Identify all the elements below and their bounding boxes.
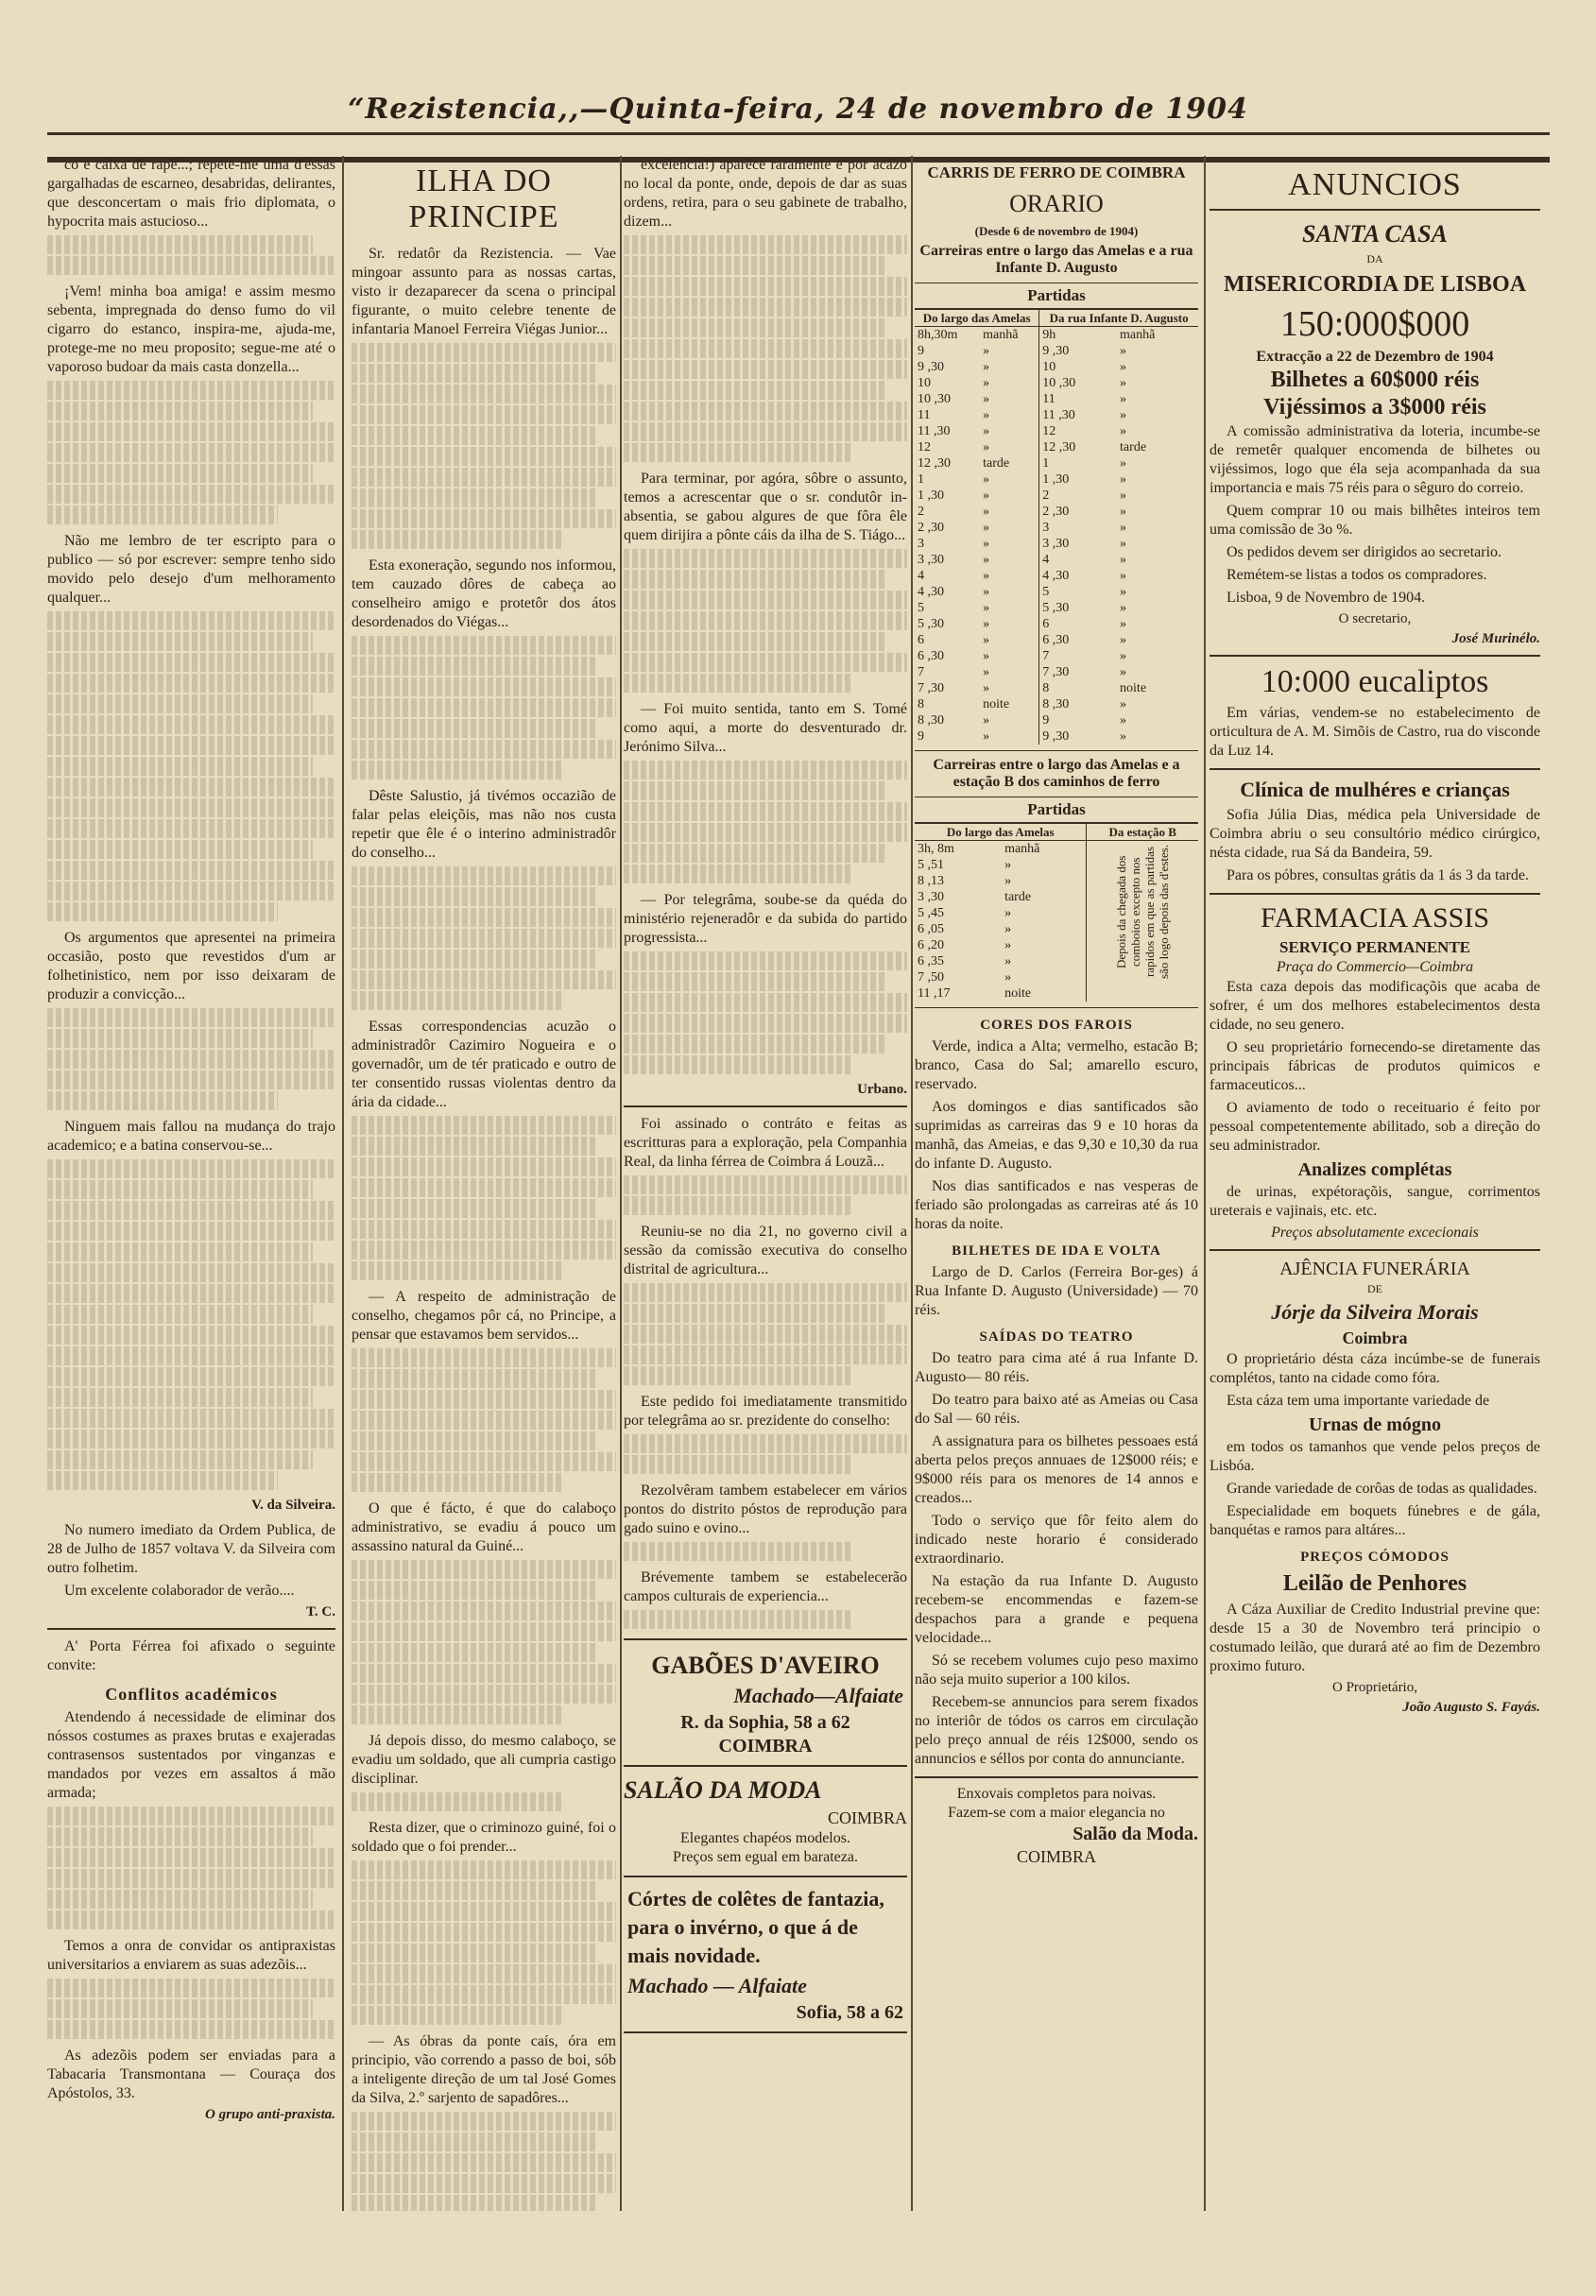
paragraph: ¡Vem! minha boa amiga! e assim mesmo sebenta, impregnada do denso fumo do vil cigarro do estanco, inspira-me, ajuda-me, protege-me no meu proposito; segue-me até o vaporoso budoar da mais casta donzella... bbox=[47, 283, 335, 375]
timetable-row bbox=[915, 327, 1198, 344]
paragraph: As adezõis podem ser enviadas para a Tabacaria Transmontana — Couraça dos Apóstolos, 33. bbox=[47, 2048, 335, 2101]
timetable-cell: » bbox=[1004, 922, 1012, 936]
timetable-cell: » bbox=[983, 713, 990, 728]
paragraph: Rezolvêram tambem estabelecer em vários pontos do distrito póstos de reprodução para gado suino e ovino... bbox=[624, 1482, 907, 1536]
timetable-cell: noite bbox=[983, 697, 1010, 711]
paragraph: Um excelente colaborador de verão.... bbox=[64, 1583, 295, 1599]
timetable-row bbox=[915, 439, 1198, 455]
paragraph: O que é fácto, é que do calaboço administrativo, se evadiu á pouco um assassino natural da Guiné... bbox=[352, 1500, 616, 1554]
timetable-cell: » bbox=[1120, 569, 1127, 583]
timetable-cell: 9 bbox=[1039, 712, 1117, 728]
timetable-cell: » bbox=[1120, 456, 1127, 471]
paragraph: A' Porta Férrea foi afixado o seguinte convite: bbox=[47, 1638, 335, 1673]
paragraph: — Por telegrâma, soube-se da quéda do ministério rejeneradôr e da subida do partido progressista... bbox=[624, 892, 907, 946]
timetable-cell: 11 ,17 bbox=[918, 986, 951, 1001]
timetable-cell: 11 ,30 bbox=[1039, 407, 1117, 423]
timetable-cell: tarde bbox=[1120, 440, 1147, 454]
paragraph: No numero imediato da Ordem Publica, de 28 de Julho de 1857 voltava V. da Silveira com outro folhetim. bbox=[47, 1522, 335, 1576]
timetable-cell: » bbox=[1120, 665, 1127, 679]
timetable-cell: » bbox=[983, 408, 990, 422]
route-title: Carreiras entre o largo das Amelas e a rua Infante D. Augusto bbox=[919, 243, 1193, 276]
timetable-cell: 1 ,30 bbox=[918, 488, 944, 503]
timetable-cell: 7 ,30 bbox=[1039, 664, 1117, 680]
ad-title: GABÕES D'AVEIRO bbox=[651, 1652, 880, 1679]
column-divider bbox=[620, 156, 622, 2211]
route-title: Carreiras entre o largo das Amelas e a estação B dos caminhos de ferro bbox=[933, 757, 1180, 790]
timetable-cell: » bbox=[1120, 601, 1127, 615]
timetable-cell: 9 ,30 bbox=[918, 360, 944, 374]
ad-line: Praça do Commercio—Coimbra bbox=[1276, 959, 1474, 975]
paragraph: Atendendo á necessidade de eliminar dos nóssos costumes as praxes brutas e exajeradas contrasensos sustentados por vinganzas e mandados por vezes em assaltos á mão armada; bbox=[47, 1709, 335, 1801]
signature: Urbano. bbox=[857, 1082, 907, 1097]
timetable-cell: 2 ,30 bbox=[918, 521, 944, 535]
timetable-row bbox=[915, 455, 1198, 471]
timetable-cell: » bbox=[983, 521, 990, 535]
paragraph: O proprietário désta cáza incúmbe-se de funerais complétos, tanto na cidade como fóra. bbox=[1210, 1351, 1540, 1386]
timetable-row bbox=[915, 680, 1198, 696]
timetable-cell: 12 bbox=[918, 440, 931, 454]
ad-line: Analizes complétas bbox=[1297, 1159, 1452, 1180]
paragraph: Lisboa, 9 de Novembro de 1904. bbox=[1227, 590, 1426, 606]
timetable-cell: » bbox=[983, 472, 990, 487]
timetable-cell: » bbox=[1120, 392, 1127, 406]
signature: O grupo anti-praxista. bbox=[205, 2107, 335, 2122]
header-rule bbox=[47, 132, 1550, 135]
timetable-body bbox=[915, 327, 1198, 745]
timetable-cell: » bbox=[983, 729, 990, 744]
timetable-cell: » bbox=[1004, 970, 1012, 985]
timetable-date: (Desde 6 de novembro de 1904) bbox=[974, 224, 1139, 238]
ad-line: Elegantes chapéos modelos. bbox=[680, 1830, 850, 1846]
paragraph: Esta caza depois das modificaçõis que acaba de sofrer, é um dos melhores estabelecimentos desta cidade, no seu genero. bbox=[1210, 979, 1540, 1033]
timetable-row bbox=[915, 584, 1198, 600]
timetable-cell: » bbox=[1120, 729, 1127, 744]
signature: V. da Silveira. bbox=[251, 1498, 335, 1513]
ad-line: Preços sem egual em barateza. bbox=[673, 1849, 858, 1865]
masthead: “Rezistencia,,—Quinta-feira, 24 de novembro de 1904 bbox=[348, 93, 1248, 126]
timetable-cell: noite bbox=[1004, 986, 1032, 1001]
timetable-cell: 3 ,30 bbox=[1039, 536, 1117, 552]
ad-city: COIMBRA bbox=[1016, 1847, 1096, 1866]
ad-text: Córtes de colêtes de fantazia, para o invérno, o que á de mais novidade. bbox=[627, 1887, 884, 1967]
timetable-cell: » bbox=[1120, 649, 1127, 663]
column-1 bbox=[47, 156, 335, 2211]
ad-address: R. da Sophia, 58 a 62 bbox=[680, 1712, 850, 1733]
timetable-cell: 2 bbox=[918, 505, 924, 519]
paragraph: Em várias, vendem-se no estabelecimento de orticultura de A. M. Simõis de Castro, rua do visconde da Luz 14. bbox=[1210, 705, 1540, 759]
timetable-cell: 7 bbox=[918, 665, 924, 679]
paragraph: Esta exoneração, segundo nos informou, tem cauzado dôres de cabeça ao conselheiro amigo e protetôr dos átos desordenados do Viégas... bbox=[352, 557, 616, 630]
timetable-cell: » bbox=[1120, 585, 1127, 599]
ad-name: Machado—Alfaiate bbox=[733, 1684, 903, 1707]
paragraph: Este pedido foi imediatamente transmitido por telegrâma ao sr. prezidente do conselho: bbox=[624, 1394, 907, 1429]
timetable-cell: » bbox=[983, 488, 990, 503]
paragraph: Não me lembro de ter escripto para o publico — só por escrever: sempre tenho sido movido pelo desejo d'um melhoramento qualquer... bbox=[47, 533, 335, 606]
timetable-cell: 12 bbox=[1039, 423, 1117, 439]
column-divider bbox=[1204, 156, 1206, 2211]
column-header: Da estação B bbox=[1087, 824, 1198, 841]
signature: João Augusto S. Fayás. bbox=[1402, 1700, 1540, 1715]
timetable-cell: » bbox=[1120, 521, 1127, 535]
ad-name: Machado — Alfaiate bbox=[627, 1974, 807, 1997]
timetable-cell: » bbox=[1120, 472, 1127, 487]
timetable-cell: » bbox=[1120, 617, 1127, 631]
timetable-row bbox=[915, 391, 1198, 407]
timetable-cell: » bbox=[983, 392, 990, 406]
ad-line: O secretario, bbox=[1338, 611, 1412, 626]
timetable-cell: » bbox=[983, 633, 990, 647]
timetable-cell: » bbox=[1120, 424, 1127, 438]
timetable-row bbox=[915, 568, 1198, 584]
ad-name: Salão da Moda. bbox=[1073, 1824, 1198, 1844]
signature: T. C. bbox=[306, 1604, 335, 1619]
column-5 bbox=[1210, 156, 1540, 2211]
timetable-cell: 3 bbox=[1039, 520, 1117, 536]
paragraph: Essas correspondencias acuzão o administradôr Cazimiro Nogueira e o governadôr, um de tér praticado e outro de ter consentido russas violentas dentro da ária da cidade... bbox=[352, 1019, 616, 1110]
timetable-cell: 6 bbox=[918, 633, 924, 647]
partidas-label: Partidas bbox=[915, 283, 1198, 309]
timetable-row bbox=[915, 423, 1198, 439]
paragraph: co e caixa de rapé...; repete-me uma d'essas gargalhadas de escarneo, desabridas, delirantes, que desconcertam o mais frio diplomata, o hypocrita mais astucioso... bbox=[47, 157, 335, 230]
timetable-row bbox=[915, 664, 1198, 680]
timetable-cell: » bbox=[1120, 553, 1127, 567]
timetable-cell: » bbox=[983, 601, 990, 615]
paragraph: Remétem-se listas a todos os compradores. bbox=[1227, 567, 1487, 583]
section-title: PREÇOS CÓMODOS bbox=[1300, 1550, 1450, 1565]
timetable-cell: 3h, 8m bbox=[918, 842, 954, 856]
timetable-cell: » bbox=[1120, 360, 1127, 374]
timetable-cell: » bbox=[1120, 344, 1127, 358]
timetable-cell: tarde bbox=[983, 456, 1010, 471]
timetable-cell: » bbox=[1120, 408, 1127, 422]
timetable-cell: 11 bbox=[1039, 391, 1117, 407]
column-header: Do largo das Amelas bbox=[915, 824, 1087, 841]
paragraph: Especialidade em boquets fúnebres e de gála, banquétas e ramos para altáres... bbox=[1210, 1503, 1540, 1538]
timetable-cell: 10 ,30 bbox=[918, 392, 951, 406]
ad-line: Preços absolutamente excecionais bbox=[1271, 1225, 1479, 1241]
timetable-cell: 4 bbox=[1039, 552, 1117, 568]
paragraph: Recebem-se annuncios para serem fixados no interiôr de tódos os carros em circulação pelo preço annual de réis 12$000, sendo os annuncios e séllos por conta do annunciante. bbox=[915, 1694, 1198, 1767]
ad-line: Bilhetes a 60$000 réis bbox=[1270, 368, 1480, 392]
ad-cortes bbox=[624, 1876, 907, 2033]
timetable-cell: » bbox=[983, 649, 990, 663]
section-title: CORES DOS FAROIS bbox=[980, 1018, 1133, 1033]
paragraph: Resta dizer, que o criminozo guiné, foi o soldado que o foi prender... bbox=[352, 1820, 616, 1855]
timetable-cell: » bbox=[983, 569, 990, 583]
paragraph: Reuniu-se no dia 21, no governo civil a sessão da comissão executiva do conselho distrital de agricultura... bbox=[624, 1224, 907, 1277]
paragraph: — Foi muito sentida, tanto em S. Tomé como aqui, a morte do desventurado dr. Jerónimo Silva... bbox=[624, 701, 907, 755]
timetable-cell: » bbox=[1120, 633, 1127, 647]
timetable-cell: 3 ,30 bbox=[918, 553, 944, 567]
timetable-cell: 8 ,30 bbox=[918, 713, 944, 728]
prize-value: 150:000$000 bbox=[1279, 304, 1470, 344]
timetable-cell: » bbox=[1120, 713, 1127, 728]
timetable-row bbox=[915, 648, 1198, 664]
ad-line: Urnas de mógno bbox=[1308, 1414, 1441, 1435]
timetable-cell: 8 bbox=[918, 697, 924, 711]
timetable-cell: 6 bbox=[1039, 616, 1117, 632]
paragraph: Para os póbres, consultas grátis da 1 ás 3 da tarde. bbox=[1227, 867, 1529, 883]
paragraph: em todos os tamanhos que vende pelos preços de Lisbóa. bbox=[1210, 1439, 1540, 1474]
paragraph: Os pedidos devem ser dirigidos ao secretario. bbox=[1227, 544, 1502, 560]
timetable-row bbox=[915, 536, 1198, 552]
paragraph: Sofia Júlia Dias, médica pela Universidade de Coimbra abriu o seu consultório médico cirúrgico, nésta cidade, rua Sá da Bandeira, 59. bbox=[1210, 807, 1540, 861]
timetable-cell: 7 ,50 bbox=[918, 970, 944, 985]
timetable-cell: 1 bbox=[1039, 455, 1117, 471]
ad-city: Coimbra bbox=[1342, 1328, 1408, 1347]
timetable-cell: 4 ,30 bbox=[918, 585, 944, 599]
timetable-cell: 6 ,30 bbox=[1039, 632, 1117, 648]
paragraph: A comissão administrativa da loteria, incumbe-se de remetêr qualquer encomenda de bilhetes ou vijéssimos, logo que éla seja acompanhada da sua importancia e mais 75 réis para o sêguro do correio. bbox=[1210, 423, 1540, 496]
timetable-cell: 2 bbox=[1039, 488, 1117, 504]
timetable-cell: 7 ,30 bbox=[918, 681, 944, 695]
paragraph: Só se recebem volumes cujo peso maximo não seja muito superior a 100 kilos. bbox=[915, 1653, 1198, 1688]
timetable-2 bbox=[915, 823, 1198, 1002]
paragraph: A assignatura para os bilhetes pessoaes está aberta pelos preços annuaes de 12$000 réis; e 9$000 réis para os menores de 14 annos e creados... bbox=[915, 1433, 1198, 1506]
timetable-cell: » bbox=[983, 617, 990, 631]
timetable-row bbox=[915, 696, 1198, 712]
timetable-cell: 11 ,30 bbox=[918, 424, 951, 438]
timetable-cell: » bbox=[983, 553, 990, 567]
timetable-cell: 9 ,30 bbox=[1039, 728, 1117, 745]
timetable-cell: » bbox=[983, 440, 990, 454]
ad-title: Clínica de mulhéres e crianças bbox=[1240, 778, 1510, 801]
timetable-cell: » bbox=[1120, 488, 1127, 503]
timetable-cell: » bbox=[983, 424, 990, 438]
timetable-cell: 6 ,35 bbox=[918, 954, 944, 968]
paragraph: Nos dias santificados e nas vesperas de feriado são prolongadas as carreiras até ás 10 horas da noite. bbox=[915, 1178, 1198, 1232]
timetable-cell: manhã bbox=[1120, 328, 1156, 342]
timetable-row bbox=[915, 600, 1198, 616]
ad-city: COIMBRA bbox=[718, 1736, 813, 1756]
paragraph: Do teatro para baixo até as Ameias ou Casa do Sal — 60 réis. bbox=[915, 1392, 1198, 1427]
timetable-cell: » bbox=[1004, 874, 1012, 888]
timetable-subtitle: ORARIO bbox=[1009, 190, 1104, 217]
paragraph: O aviamento de todo o receituario é feito por pessoal competentemente abilitado, sob a direção do seu administrador. bbox=[1210, 1100, 1540, 1154]
timetable-cell: 9h bbox=[1039, 327, 1117, 344]
timetable-cell: » bbox=[983, 585, 990, 599]
timetable-cell: manhã bbox=[983, 328, 1019, 342]
timetable-cell: » bbox=[1004, 954, 1012, 968]
timetable-cell: 1 bbox=[918, 472, 924, 487]
timetable-cell: 8 ,13 bbox=[918, 874, 944, 888]
column-header: Do largo das Amelas bbox=[915, 310, 1039, 327]
timetable-cell: » bbox=[983, 537, 990, 551]
timetable-cell: » bbox=[1004, 906, 1012, 920]
timetable-row bbox=[915, 728, 1198, 745]
article-title: ILHA DO PRINCIPE bbox=[408, 163, 559, 234]
timetable-1 bbox=[915, 309, 1198, 745]
column-divider bbox=[911, 156, 913, 2211]
paragraph: Grande variedade de corôas de todas as qualidades. bbox=[1227, 1481, 1537, 1497]
ad-line: O Proprietário, bbox=[1332, 1680, 1417, 1695]
timetable-cell: 9 ,30 bbox=[1039, 343, 1117, 359]
ad-title: Leilão de Penhores bbox=[1282, 1571, 1467, 1596]
ad-title: 10:000 eucaliptos bbox=[1261, 664, 1489, 699]
column-4 bbox=[915, 156, 1198, 2211]
ad-title: FARMACIA ASSIS bbox=[1260, 902, 1490, 934]
timetable-row bbox=[915, 712, 1198, 728]
paragraph: Foi assinado o contráto e feitas as escritturas para a exploração, pela Companhia Real, da linha férrea de Coimbra á Louzã... bbox=[624, 1116, 907, 1170]
timetable-cell: 10 bbox=[918, 376, 931, 390]
timetable-cell: 6 ,05 bbox=[918, 922, 944, 936]
ad-gaboes bbox=[624, 1638, 907, 1767]
paragraph: — A respeito de administração de conselho, chegamos pôr cá, no Principe, a pensar que estavamos bem servidos... bbox=[352, 1289, 616, 1343]
paragraph: Verde, indica a Alta; vermelho, estacão B; branco, Casa do Sal; amarello escuro, reservado. bbox=[915, 1038, 1198, 1092]
paragraph: O seu proprietário fornecendo-se diretamente das principais fábricas de produtos quimicos e farmaceuticos... bbox=[1210, 1039, 1540, 1093]
timetable-cell: » bbox=[983, 344, 990, 358]
timetable-cell: 11 bbox=[918, 408, 931, 422]
timetable-row bbox=[915, 616, 1198, 632]
paragraph: excelencia!) aparéce raramente e por acázo no local da ponte, onde, depois de dar as suas ordens, retira, para o seu gabinete de trabalho, dizem... bbox=[624, 157, 907, 230]
ad-line: DE bbox=[1367, 1282, 1382, 1295]
timetable-cell: » bbox=[1120, 505, 1127, 519]
timetable-cell: 5 ,30 bbox=[1039, 600, 1117, 616]
timetable-row bbox=[915, 375, 1198, 391]
section-title: Conflitos académicos bbox=[105, 1685, 278, 1704]
section-title: BILHETES DE IDA E VOLTA bbox=[952, 1243, 1161, 1259]
timetable-row bbox=[915, 343, 1198, 359]
column-header: Da rua Infante D. Augusto bbox=[1039, 310, 1198, 327]
timetable-cell: noite bbox=[1120, 681, 1147, 695]
timetable-cell: 7 bbox=[1039, 648, 1117, 664]
timetable-row bbox=[915, 632, 1198, 648]
paragraph: Para terminar, por agóra, sôbre o assunto, temos a acrescentar que o sr. condutôr in-absentia, se gabou algures de que fôra êle quem dirijira a pônte cáis da ilha de S. Tiágo... bbox=[624, 471, 907, 543]
ad-line: SERVIÇO PERMANENTE bbox=[1279, 938, 1470, 956]
timetable-cell: » bbox=[983, 376, 990, 390]
timetable-cell: 5 bbox=[1039, 584, 1117, 600]
timetable-row bbox=[915, 504, 1198, 520]
timetable-cell: » bbox=[1120, 376, 1127, 390]
paragraph: Todo o serviço que fôr feito alem do indicado neste horario é considerado extraordinario. bbox=[915, 1513, 1198, 1567]
paragraph: Ninguem mais fallou na mudança do trajo academico; e a batina conservou-se... bbox=[47, 1119, 335, 1154]
timetable-cell: manhã bbox=[1004, 842, 1040, 856]
timetable-cell: 6 ,20 bbox=[918, 938, 944, 952]
timetable-cell: » bbox=[983, 505, 990, 519]
timetable-cell: 10 ,30 bbox=[1039, 375, 1117, 391]
timetable-title: CARRIS DE FERRO DE COIMBRA bbox=[927, 163, 1186, 181]
paragraph: Os argumentos que apresentei na primeira occasião, posto que revestidos d'um ar folhetinistico, nem por isso deixaram de produzir a convicção... bbox=[47, 930, 335, 1002]
section-title: SAÍDAS DO TEATRO bbox=[979, 1329, 1134, 1345]
ad-line: Enxovais completos para noivas. bbox=[956, 1786, 1157, 1802]
partidas-label: Partidas bbox=[915, 797, 1198, 823]
paragraph: Quem comprar 10 ou mais bilhêtes inteiros tem uma comissão de 3o %. bbox=[1210, 503, 1540, 538]
timetable-row bbox=[915, 841, 1198, 858]
timetable-cell: 9 bbox=[918, 344, 924, 358]
paragraph: Brévemente tambem se estabelecerão campos culturais de experiencia... bbox=[624, 1569, 907, 1604]
ad-line: Fazem-se com a maior elegancia no bbox=[948, 1805, 1165, 1821]
timetable-cell: 5 ,30 bbox=[918, 617, 944, 631]
paragraph: A Cáza Auxiliar de Credito Industrial previne que: desde 15 a 30 de Novembro terá principio o costumado leilão, que durará até ao fim de Dezembro proximo futuro. bbox=[1210, 1602, 1540, 1674]
paragraph: Do teatro para cima até á rua Infante D. Augusto— 80 réis. bbox=[915, 1350, 1198, 1385]
timetable-row bbox=[915, 520, 1198, 536]
timetable-cell: 8 bbox=[1039, 680, 1117, 696]
timetable-cell: 9 bbox=[918, 729, 924, 744]
timetable-cell: 10 bbox=[1039, 359, 1117, 375]
ad-title: SALÃO DA MODA bbox=[624, 1776, 822, 1804]
ad-address: Sofia, 58 a 62 bbox=[796, 2002, 903, 2023]
column-3 bbox=[624, 156, 907, 2211]
timetable-cell: » bbox=[1120, 537, 1127, 551]
paragraph: Dêste Salustio, já tivémos occazião de falar pelas eleiçõis, mas não nos custa repetir que êle é o interino administradôr do conselho... bbox=[352, 788, 616, 861]
ad-line: DA bbox=[1366, 252, 1383, 266]
timetable-row bbox=[915, 359, 1198, 375]
timetable-row bbox=[915, 407, 1198, 423]
ad-title: Jórje da Silveira Morais bbox=[1271, 1300, 1479, 1324]
signature: José Murinélo. bbox=[1451, 631, 1540, 646]
timetable-cell: 5 ,51 bbox=[918, 858, 944, 872]
column-divider bbox=[342, 156, 344, 2211]
timetable-cell: 5 bbox=[918, 601, 924, 615]
ad-title: AJÊNCIA FUNERÁRIA bbox=[1279, 1259, 1470, 1279]
timetable-row bbox=[915, 552, 1198, 568]
timetable-cell: 4 ,30 bbox=[1039, 568, 1117, 584]
ad-title: MISERICORDIA DE LISBOA bbox=[1223, 272, 1527, 297]
timetable-cell: 4 bbox=[918, 569, 924, 583]
timetable-cell: 3 bbox=[918, 537, 924, 551]
timetable-cell: 6 ,30 bbox=[918, 649, 944, 663]
vertical-note: Depois da chegada dos comboios excepto nos rapidos em que as partidas são logo depois das d'estes. bbox=[1114, 844, 1172, 980]
timetable-row bbox=[915, 488, 1198, 504]
paragraph: Esta cáza tem uma importante variedade de bbox=[1227, 1393, 1490, 1409]
timetable-cell: » bbox=[983, 360, 990, 374]
timetable-cell: 12 ,30 bbox=[1039, 439, 1117, 455]
paragraph: Temos a onra de convidar os antipraxistas universitarios a enviarem as suas adezõis... bbox=[47, 1938, 335, 1973]
paragraph: Aos domingos e dias santificados são suprimidas as carreiras das 9 e 10 horas da manhã, das Ameias, e das 9,30 e 10,30 da rua do infante D. Augusto. bbox=[915, 1099, 1198, 1172]
paragraph: Sr. redatôr da Rezistencia. — Vae mingoar assunto para as nossas cartas, visto ir dezaparecer da scena o principal figurante, o muito celebre tenente de infantaria Manoel Ferreira Viégas Junior... bbox=[352, 246, 616, 337]
paragraph: — As óbras da ponte caís, óra em principio, vão correndo a passo de boi, sób a inteligente direção de um tal José Gomes da Silva, 2.º sarjento de sapadôres... bbox=[352, 2033, 616, 2106]
timetable-cell: » bbox=[1004, 858, 1012, 872]
timetable-cell: 1 ,30 bbox=[1039, 471, 1117, 488]
timetable-cell: 12 ,30 bbox=[918, 456, 951, 471]
timetable-cell: » bbox=[1004, 938, 1012, 952]
ad-city: COIMBRA bbox=[827, 1808, 907, 1827]
ads-title: ANUNCIOS bbox=[1288, 167, 1462, 202]
timetable-cell: 8 ,30 bbox=[1039, 696, 1117, 712]
ad-title: SANTA CASA bbox=[1302, 220, 1448, 248]
timetable-cell: » bbox=[983, 681, 990, 695]
paragraph: Já depois disso, do mesmo calaboço, se evadiu um soldado, que ali cumpria castigo disciplinar. bbox=[352, 1733, 616, 1787]
ad-line: Extracção a 22 de Dezembro de 1904 bbox=[1256, 349, 1494, 365]
timetable-row bbox=[915, 471, 1198, 488]
column-2 bbox=[352, 156, 616, 2211]
timetable-cell: » bbox=[983, 665, 990, 679]
timetable-cell: 5 ,45 bbox=[918, 906, 944, 920]
paragraph: Na estação da rua Infante D. Augusto recebem-se encommendas e fazem-se despachos para a grande e pequena velocidade... bbox=[915, 1573, 1198, 1646]
paragraph: Largo de D. Carlos (Ferreira Bor-ges) á Rua Infante D. Augusto (Universidade) — 70 réis. bbox=[915, 1264, 1198, 1318]
ad-line: Vijéssimos a 3$000 réis bbox=[1263, 395, 1486, 420]
timetable-cell: 3 ,30 bbox=[918, 890, 944, 904]
timetable-cell: tarde bbox=[1004, 890, 1032, 904]
paragraph: de urinas, expétoraçõis, sangue, corrimentos ureterais e vajinais, etc. etc. bbox=[1210, 1184, 1540, 1219]
timetable-body bbox=[915, 841, 1198, 1002]
timetable-cell: 2 ,30 bbox=[1039, 504, 1117, 520]
timetable-cell: 8h,30m bbox=[918, 328, 958, 342]
timetable-cell: » bbox=[1120, 697, 1127, 711]
